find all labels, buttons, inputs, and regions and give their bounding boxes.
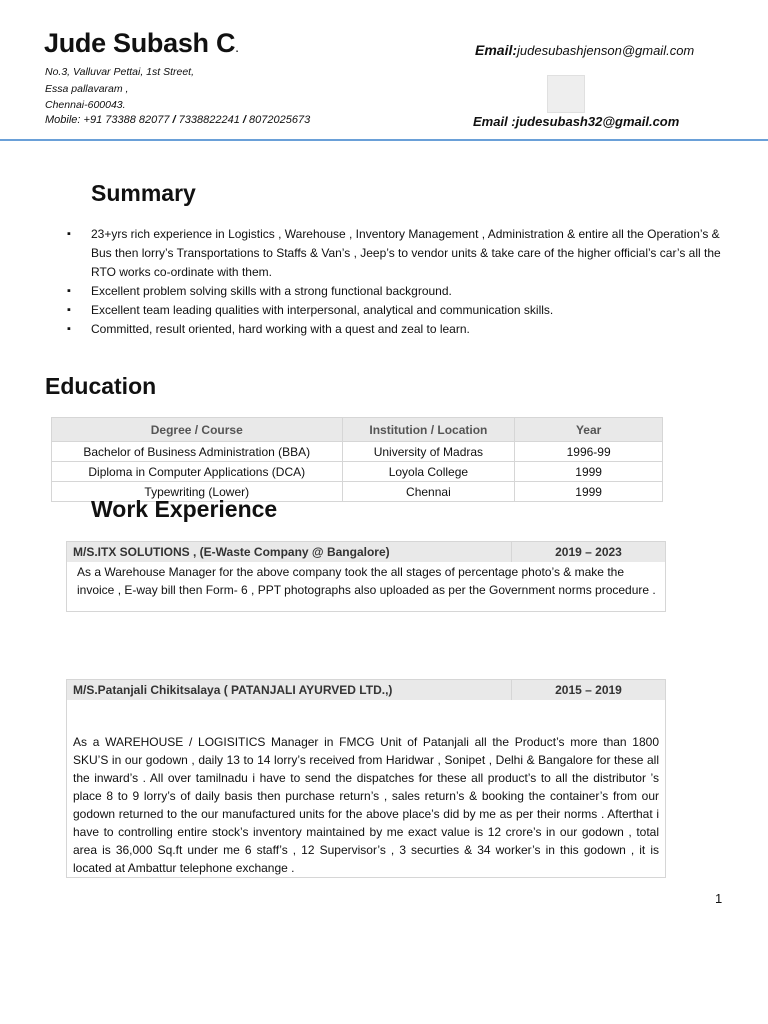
education-header-row — [52, 418, 663, 442]
col-degree: Degree / Course — [52, 418, 343, 442]
job-entry-itx — [66, 541, 666, 612]
email2-label: Email : — [473, 114, 516, 129]
company-name: M/S.ITX SOLUTIONS , (E-Waste Company @ Bangalore) — [67, 542, 512, 562]
degree-cell: Bachelor of Business Administration (BBA) — [52, 442, 343, 462]
summary-item: ▪ 23+yrs rich experience in Logistics , Warehouse , Inventory Management , Administration & entire all the Operation’s & Bus then lorry’s Transportations to Staffs & Van’s , Jeep’s to vendor units & take care of the higher official’s car’s all the RTO works co-ordinate with them. — [67, 225, 732, 282]
mobile-number-3: 8072025673 — [249, 114, 311, 126]
education-heading: Education — [45, 373, 157, 399]
email-secondary — [473, 114, 679, 129]
mobile-numbers — [45, 114, 310, 126]
name-text: Jude Subash C — [44, 28, 236, 58]
company-name: M/S.Patanjali Chikitsalaya ( PATANJALI AYURVED LTD.,) — [67, 680, 512, 700]
work-experience-heading: Work Experience — [91, 496, 278, 522]
job-header — [67, 680, 665, 700]
summary-item: ▪ Excellent team leading qualities with interpersonal, analytical and communication skills. — [67, 301, 732, 320]
summary-heading: Summary — [91, 180, 196, 206]
institution-cell: Loyola College — [342, 462, 515, 482]
address-line-1: No.3, Valluvar Pettai, 1st Street, — [45, 66, 195, 78]
degree-cell: Diploma in Computer Applications (DCA) — [52, 462, 343, 482]
job-years: 2015 – 2019 — [555, 683, 622, 697]
year-cell: 1999 — [515, 482, 663, 502]
job-description: As a Warehouse Manager for the above company took the all stages of percentage photo’s & make the invoice , E-way bill then Form- 6 , PPT photographs also uploaded as per the Government norms procedure . — [77, 565, 656, 597]
education-table — [51, 417, 663, 502]
job-years: 2019 – 2023 — [555, 545, 622, 559]
candidate-name — [44, 28, 239, 59]
table-row — [52, 462, 663, 482]
job-header — [67, 542, 665, 562]
mobile-separator-2: / — [239, 114, 250, 126]
mobile-separator-1: / — [169, 114, 179, 126]
summary-list — [67, 225, 732, 339]
summary-item: ▪ Committed, result oriented, hard working with a quest and zeal to learn. — [67, 320, 732, 339]
job-entry-patanjali — [66, 679, 666, 878]
name-dot: . — [235, 39, 239, 55]
email2-value[interactable]: judesubash32@gmail.com — [515, 114, 680, 129]
photo-placeholder — [547, 75, 585, 113]
address-line-3: Chennai-600043. — [45, 99, 126, 111]
table-row — [52, 442, 663, 462]
col-institution: Institution / Location — [342, 418, 515, 442]
summary-item: ▪ Excellent problem solving skills with a strong functional background. — [67, 282, 732, 301]
job-description: As a WAREHOUSE / LOGISITICS Manager in FMCG Unit of Patanjali all the Product’s more than 1800 SKU’S in our godown , daily 13 to 14 lorry’s received from Haridwar , Sonipet , Delhi & Bangalore for these all the inward’s . All over tamilnadu i have to send the dispatches for these all product’s to all the distributor ’s place 8 to 9 lorry’s of daily basis then purchase return’s , sales return’s & booking the container’s from our godown returned to the our manufactured units for the above place’s did by me as per their norms . Afterthat i have to controlling entire stock’s inventory maintained by me exact value is 12 crore’s in our godown , total area is 36,000 Sq.ft under me 6 staff’s , 12 Supervisor’s , 3 securties & 34 worker’s in this godown , it is located at Ambattur telephone exchange . — [73, 735, 659, 875]
institution-cell: Chennai — [342, 482, 515, 502]
mobile-number-1: +91 73388 82077 — [83, 114, 170, 126]
institution-cell: University of Madras — [342, 442, 515, 462]
header-divider — [0, 139, 768, 141]
address-line-2: Essa pallavaram , — [45, 83, 129, 95]
degree-cell: Typewriting (Lower) — [52, 482, 343, 502]
email-label: Email: — [475, 42, 518, 58]
page-number: 1 — [715, 891, 723, 906]
mobile-label: Mobile: — [45, 114, 84, 126]
email-value[interactable]: judesubashjenson@gmail.com — [517, 43, 695, 58]
col-year: Year — [515, 418, 663, 442]
year-cell: 1999 — [515, 462, 663, 482]
year-cell: 1996-99 — [515, 442, 663, 462]
mobile-number-2: 7338822241 — [178, 114, 240, 126]
email-primary — [475, 42, 694, 58]
